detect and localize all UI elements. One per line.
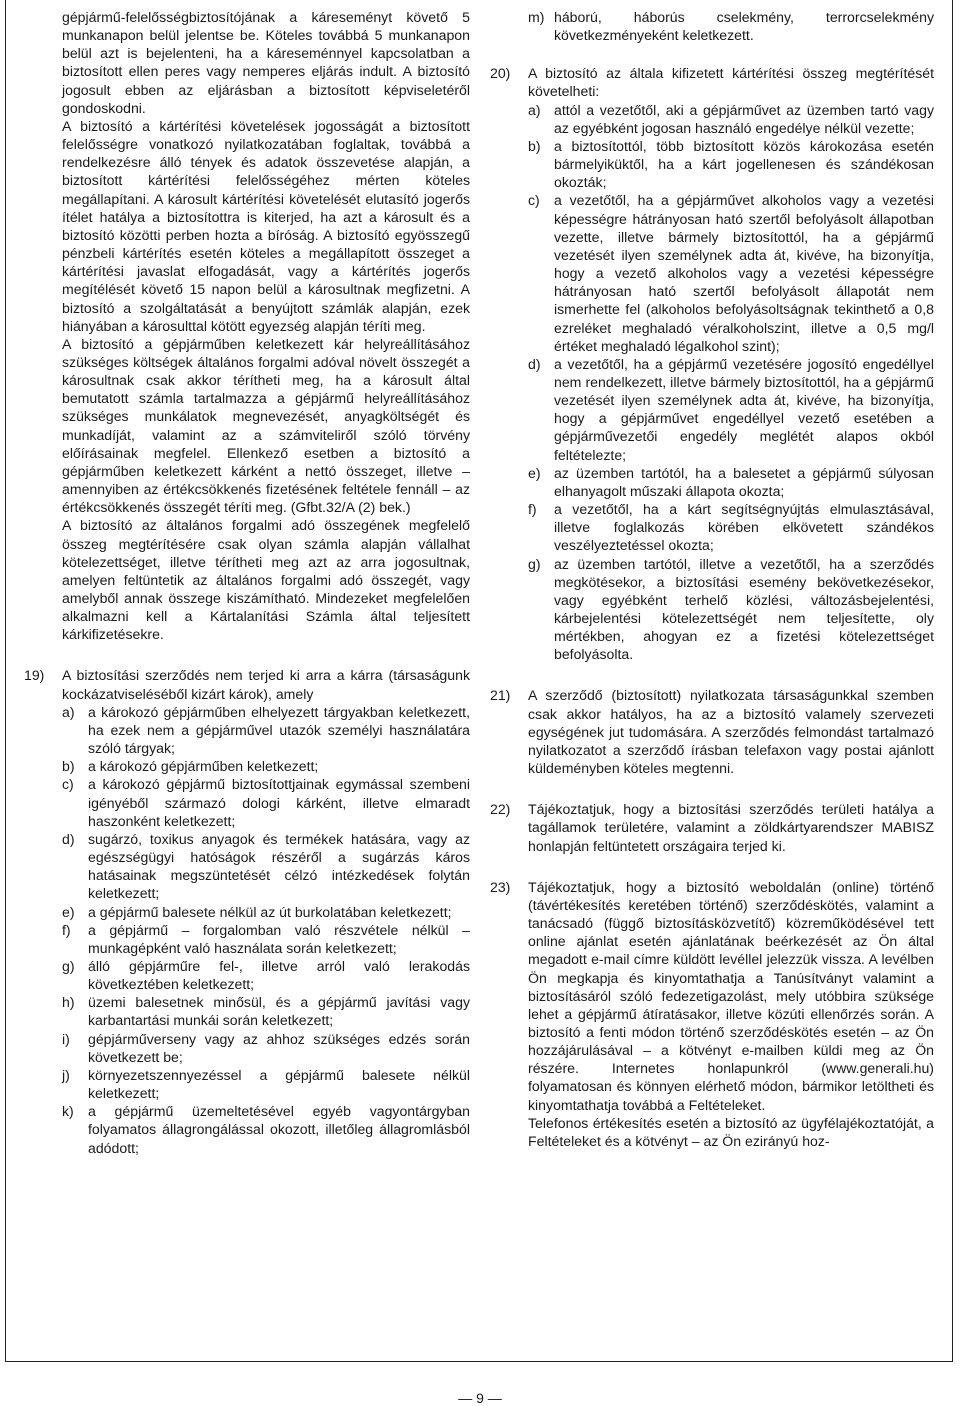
subitem [62,703,470,757]
subitem-letter: f) [62,921,71,938]
subitem-m [528,8,934,44]
clause-intro: A biztosítási szerződés nem terjed ki arra a kárra (társaságunk kockázatviseléséből kizárt károk), amely [62,667,470,702]
subitem-text: a károkozó gépjárműben keletkezett; [88,758,319,775]
subitem [528,101,934,137]
paragraph: A biztosító az általános forgalmi adó összegének megfelelő összeg megtérítésére csak olyan számla alapján vállalhat kötelezettséget, illetve térítheti meg azt az arra jogosultnak, amelyen feltüntetik az általános forgalmi adó összegét, vagy amelyből annak összege kiszámítható. Mindezeket megfelelően alkalmazni kell a Kártalanítási Számla által teljesített kárkifizetésekre. [62,517,470,643]
subitem-text: a vezetőtől, ha a gépjárművet alkoholos vagy a vezetési képességre hátrányosan ható szertől befolyásolt állapotban vezette, illetve bármely biztosítottól, ha a gépjármű vezetését ilyen személynek adta át, kivéve, ha bizonyítja, hogy a vezető alkoholos vagy a vezetési képességre hátrányosan ható szertől befolyásolt állapotát nem ismerhette fel (alkoholos befolyásoltságnak tekinthető a 0,8 ezreléket meghaladó véralkoholszint, illetve a 0,5 mg/l értéket meghaladó légalkohol szint); [554,192,934,354]
subitem [62,993,470,1029]
subitem-letter: k) [62,1103,74,1120]
clause-20-subitems [528,101,934,664]
subitem-letter: d) [528,355,541,372]
subitem-letter: f) [528,501,537,518]
subitem-letter: g) [62,957,75,974]
right-column [490,8,934,1150]
page-number: — 9 — [458,1390,502,1406]
subitem [528,464,934,500]
subitem-text: üzemi balesetnek minősül, és a gépjármű javítási vagy karbantartási munkái során keletkezett; [88,994,470,1029]
subitem-text: a károkozó gépjármű biztosítottjainak egymással szembeni igényéből származó dologi kárként, illetve elmaradt haszonként keletkezett; [88,776,470,829]
clause-intro: A biztosító az általa kifizetett kártérítési összeg megtérítését követelheti: [528,65,934,100]
subitem [528,137,934,191]
subitem-text: a gépjármű – forgalomban való részvétele nélkül – munkagépként való használata során keletkezett; [88,921,470,956]
subitem-text: a károkozó gépjárműben elhelyezett tárgyakban keletkezett, ha ezek nem a gépjárművel utazók személyi használatára szóló tárgyak; [88,703,470,757]
subitem-letter: d) [62,830,75,847]
subitem-text: a vezetőtől, ha a kárt segítségnyújtás elmulasztásával, illetve foglalkozás körében elkövetett szándékos veszélyeztetéssel okozta; [554,501,934,554]
clause-number: 20) [490,65,511,82]
subitem-text: háború, háborús cselekmény, terrorcselekmény következményeként keletkezett. [554,9,934,44]
subitem-letter: j) [62,1066,70,1083]
clause-text: A szerződő (biztosított) nyilatkozata társaságunkkal szemben csak akkor hatályos, ha az a biztosító valamely szervezeti egységének jut tudomására. A szerződés felmondást tartalmazó nyilatkozatot a szerződő írásban telefaxon vagy postai ajánlott küldeményben köteles megtenni. [528,687,934,777]
subitem-text: a biztosítottól, több biztosított közös károkozása esetén bármelyiküktől, ha a kárt jogellenesen és szándékosan okozták; [554,137,934,191]
paragraph: A biztosító a gépjárműben keletkezett kár helyreállításához szükséges költségek általános forgalmi adóval növelt összegét a károsultnak csak akkor térítheti meg, ha a károsult által bemutatott számla tartalmazza a gépjármű helyreállításához szükséges munkálatok megnevezését, anyagköltségét és munkadíját, valamint az a számviteliről szóló törvény előírásainak megfelel. Ellenkező esetben a biztosító a gépjárműben keletkezett kárként a nettó összeget, illetve – amennyiben az értékcsökkenés fizetésének feltétele fennáll – az értékcsökkenés összegét téríti meg. (Gfbt.32/A (2) bek.) [62,335,470,516]
subitem-letter: e) [62,903,75,920]
clause-19 [24,666,470,1156]
subitem-letter: a) [528,101,541,118]
clause-19-subitems [62,703,470,1157]
subitem-text: környezetszennyezéssel a gépjármű balesete nélkül keletkezett; [88,1066,470,1102]
subitem-letter: b) [62,758,75,775]
clause-number: 22) [490,801,511,818]
clause-22 [490,800,934,854]
subitem [62,903,470,921]
clause-23 [490,878,934,1150]
subitem-text: a gépjármű üzemeltetésével egyéb vagyontárgyban folyamatos állagrongálással okozott, illetőleg állagromlásból adódott; [88,1103,470,1156]
subitem [62,921,470,957]
subitem [62,957,470,993]
subitem-text: a vezetőtől, ha a gépjármű vezetésére jogosító engedéllyel nem rendelkezett, illetve bármely biztosítottól, ha a gépjármű vezetését ilyen személynek adta át, kivéve, ha bizonyítja, hogy a gépjárművet engedéllyel vezető esetében a gépjárművezetői engedély meglétét alapos okból feltételezte; [554,355,934,463]
subitem-letter: b) [528,137,541,154]
subitem [528,355,934,464]
subitem-text: az üzemben tartótól, illetve a vezetőtől, ha a szerződés megkötésekor, a biztosítási esemény bekövetkezésekor, vagy egyébként terhelő közlési, változásbejelentési, kárbejelentési kötelezettségét nem teljesítette, oly mértékben, ahogyan ez a fizetési kötelezettséget befolyásolta. [554,555,934,663]
paragraph: gépjármű-felelősségbiztosítójának a káreseményt követő 5 munkanapon belül jelentse be. Köteles továbbá 5 munkanapon belül azt is bejelenteni, ha a káreseménnyel kapcsolatban a biztosított ellen peres vagy nemperes eljárás indult. A biztosító jogosult ebben az eljárásban a biztosított képviseletéről gondoskodni. [62,9,470,116]
subitem [62,830,470,903]
subitem-letter: m) [528,9,545,25]
clause-21 [490,686,934,777]
subitem [62,775,470,829]
subitem-letter: c) [62,776,74,793]
clause-text: Tájékoztatjuk, hogy a biztosító weboldalán (online) történő (távértékesítés keretében történő) szerződéskötés, valamint a tanácsadó (függő biztosításközvetítő) közreműködésével tett online ajánlat esetén ajánlatának beérkezését az Ön által megadott e-mail címre küldött levéllel jelezzük vissza. A levélben Ön megkapja és kinyomtathatja a Tanúsítványt valamint a biztosításáról szóló fedezetigazolást, mely utóbbira szüksége lehet a gépjármű átíratásakor, illetve közúti ellenőrzés során. A biztosító a fenti módon történő szerződéskötés esetén – az Ön hozzájárulásával – a kötvényt e-mailben küldi meg az Ön részére. Internetes honlapunkról (www.generali.hu) folyamatosan és könnyen elérhető módon, bármikor letöltheti és kinyomtathatja továbbá a Feltételeket. [528,878,934,1113]
subitem [528,191,934,354]
clause-number: 21) [490,687,511,704]
subitem [62,1066,470,1102]
subitem [62,1102,470,1156]
subitem-text: sugárzó, toxikus anyagok és termékek hatására, vagy az egészségügyi hatóságok részéről a sugárzás káros hatásainak megszüntetését célzó intézkedések folytán keletkezett; [88,830,470,902]
subitem-text: az üzemben tartótól, ha a balesetet a gépjármű súlyosan elhanyagolt műszaki állapota okozta; [554,464,934,499]
paragraph: A biztosító a kártérítési követelések jogosságát a biztosított felelősségre vonatkozó nyilatkozatában foglaltak, továbbá a rendelkezésre álló tények és adatok összevetése alapján, a biztosított kártérítési felelősségéhez mérten köteles megállapítani. A károsult kártérítési követelését elutasító jogerős ítélet hatálya a biztosítottra is kiterjed, ha azt a károsult és a biztosító közötti perben hozta a bíróság. A biztosító egyösszegű pénzbeli kártérítés esetén köteles a megállapított összeget a kártérítési javaslat elfogadását, vagy a kártérítés jogerős megítélését követő 15 napon belül a károsultnak megfizetni. A biztosító a szolgáltatását a benyújtott számlák alapján, ezek hiányában a károsulttal kötött egyezség alapján téríti meg. [62,117,470,334]
clause-text: Tájékoztatjuk, hogy a biztosítási szerződés területi hatálya a tagállamok területére, valamint a zöldkártyarendszer MABISZ honlapján feltüntetett országaira terjed ki. [528,801,934,854]
subitem-letter: a) [62,703,75,720]
subitem [528,500,934,554]
clause-text-continued: Telefonos értékesítés esetén a biztosító az ügyfélajékoztatóját, a Feltételeket és a kötvényt – az Ön ezirányú hoz- [528,1114,934,1149]
subitem-letter: e) [528,464,541,481]
subitem-letter: h) [62,994,75,1011]
clause-number: 19) [24,667,45,684]
subitem-letter: c) [528,192,540,209]
subitem-letter: g) [528,555,541,572]
clause-20 [490,64,934,663]
subitem [528,555,934,664]
clause-number: 23) [490,878,511,895]
subitem-text: álló gépjárműre fel-, illetve arról való lerakodás következtében keletkezett; [88,957,470,993]
subitem [62,757,470,775]
subitem-letter: i) [62,1030,70,1047]
subitem-text: attól a vezetőtől, aki a gépjárművet az üzemben tartó vagy az egyébként jogosan használó engedélye nélkül vezette; [554,101,934,136]
subitem-text: gépjárműverseny vagy az ahhoz szükséges edzés során következett be; [88,1030,470,1065]
subitem-text: a gépjármű balesete nélkül az út burkolatában keletkezett; [88,903,452,920]
subitem [62,1030,470,1066]
left-column [24,8,470,1157]
